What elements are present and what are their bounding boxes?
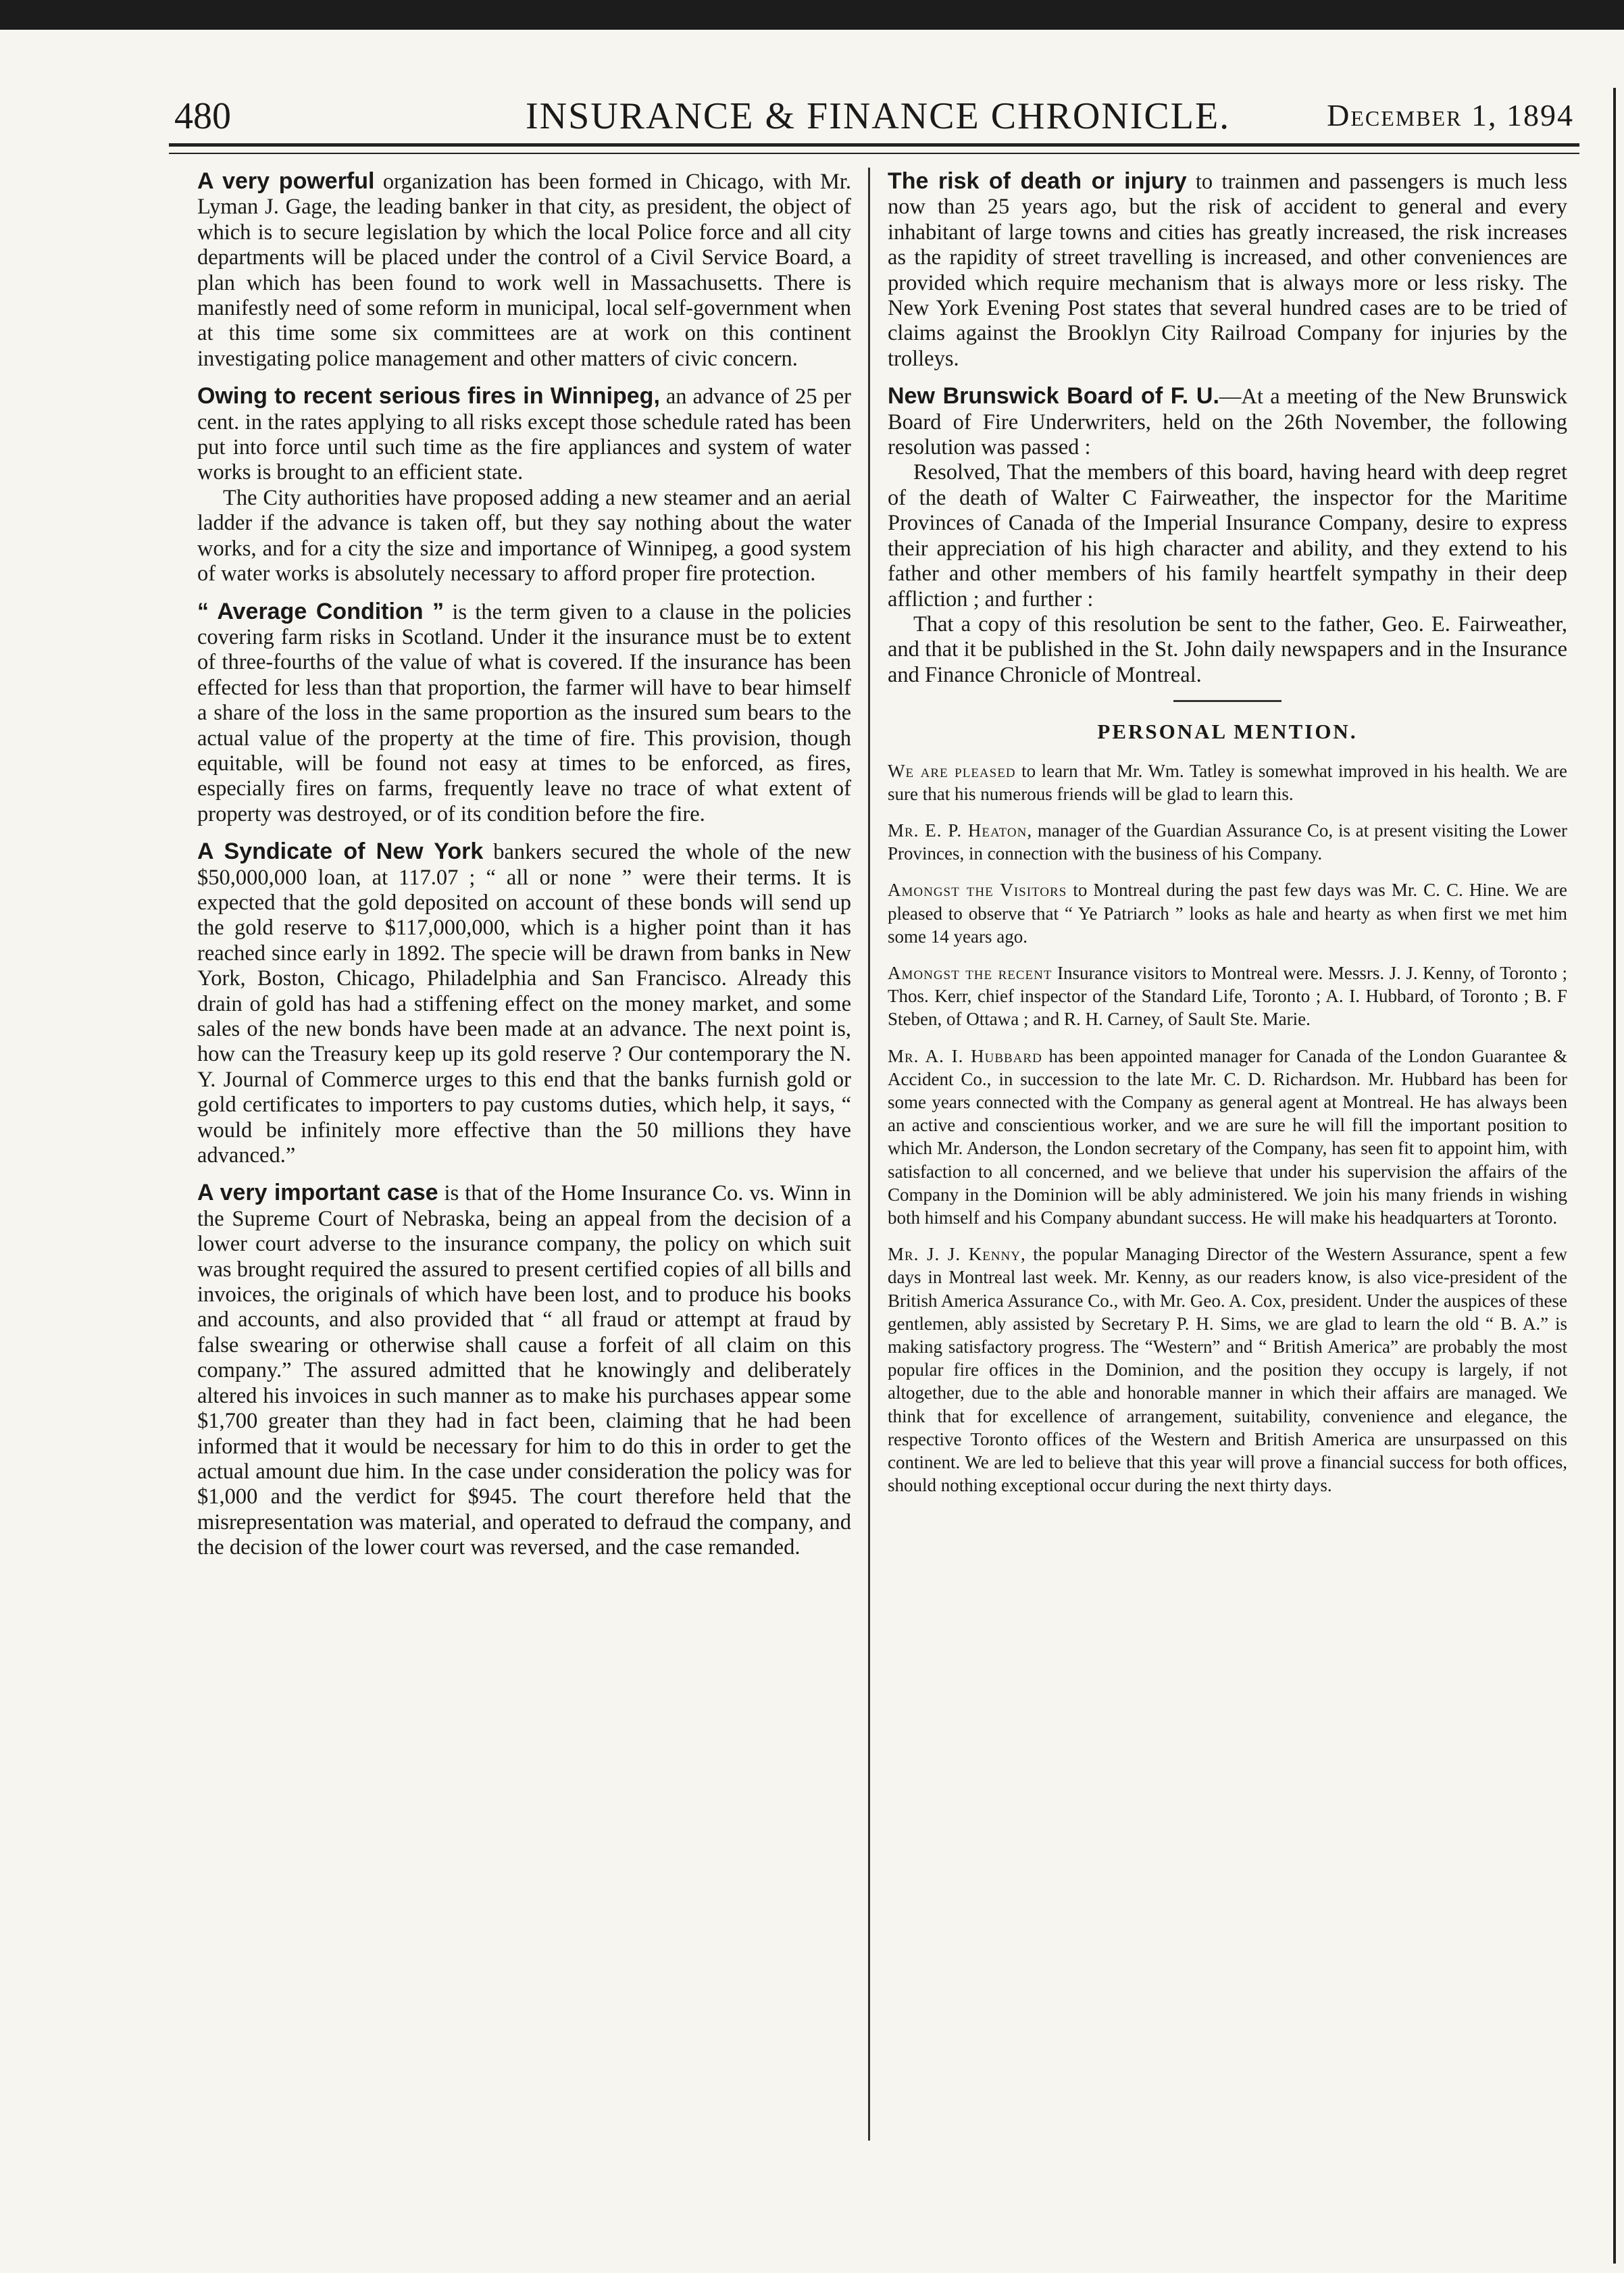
page-number: 480 [174, 95, 231, 137]
item-lead: Mr. J. J. Kenny, [888, 1244, 1026, 1265]
list-item [888, 759, 1567, 805]
item-text: has been appointed manager for Canada of the London Guarantee & Accident Co., in succession to the late Mr. C. D. Richardson. Mr. Hubbard has been for some years connected with the Company as general agent at Montreal. He has always been an active and conscientious worker, and we are sure he will fill the important position to which Mr. Anderson, the London secretary of the Company, has seen fit to appoint him, with satisfaction to all concerned, and we believe that under his supervision the affairs of the Company in the Dominion will be ably administered. We join his many friends in wishing both himself and his Company abundant success. He will make his headquarters at Toronto. [888, 1045, 1567, 1228]
item-lead: We are pleased [888, 760, 1016, 781]
article-lead: New Brunswick Board of F. U. [888, 383, 1219, 409]
article-important-case [197, 1180, 851, 1560]
item-text: Insurance visitors to Montreal were. Messrs. J. J. Kenny, of Toronto ; Thos. Kerr, chief inspector of the Standard Life, Toronto ; A. I. Hubbard, of Toronto ; B. F Steben, of Ottawa ; and R. H. Carney, of Sault Ste. Marie. [888, 962, 1568, 1030]
article-lead: A very powerful [197, 168, 375, 194]
item-lead: Amongst the recent [888, 962, 1052, 983]
personal-mention-heading: PERSONAL MENTION. [888, 700, 1567, 744]
article-winnipeg [197, 384, 851, 586]
list-item [888, 1045, 1567, 1230]
item-lead: Mr. E. P. Heaton, [888, 820, 1033, 841]
article-risk-of-death [888, 169, 1567, 372]
header-rule-thin [169, 153, 1579, 154]
article-lead: The risk of death or injury [888, 168, 1187, 194]
item-text: the popular Managing Director of the Western Assurance, spent a few days in Montreal last week. Mr. Kenny, as our readers know, is also vice-president of the British America Assurance Co., with Mr. Geo. A. Cox, president. Under the auspices of these gentlemen, ably assisted by Secretary P. H. Sims, we are glad to learn the old “ B. A.” is making satisfactory progress. The “Western” and “ British America” are probably the most popular fire offices in the Dominion, and the position they occupy is largely, if not altogether, due to the able and honorable manner in which their affairs are managed. We think that for excellence of arrangement, suitability, convenience and elegance, the respective Toronto offices of the Western and British America are unsurpassed on this continent. We are led to believe that this year will prove a financial success for both offices, should nothing exceptional occur during the next thirty days. [888, 1244, 1567, 1496]
header-rule-thick [169, 143, 1579, 147]
list-item [888, 1243, 1567, 1497]
article-text: is that of the Home Insurance Co. vs. Winn in the Supreme Court of Nebraska, being an appeal from the decision of a lower court adverse to the insurance company, the policy on which suit was brought required the assured to present certified copies of all bills and invoices, the originals of which have been lost, and to produce his books and accounts, and also provided that “ all fraud or attempt at fraud by false swearing or otherwise shall cause a forfeit of all claim on this company.” The assured admitted that he knowingly and deliberately altered his invoices in such manner as to make his purchases appear some $1,700 greater than they had in fact been, claiming that he had been informed that it would be necessary for him to do this in order to get the actual amount due him. In the case under consideration the policy was for $1,000 and the verdict for $945. The court therefore held that the misrepresentation was material, and operated to defraud the company, and the decision of the lower court was reversed, and the case remanded. [197, 1181, 852, 1560]
article-lead: A Syndicate of New York [197, 839, 484, 865]
item-text: manager of the Guardian Assurance Co, is at present visiting the Lower Provinces, in connection with the business of his Company. [888, 820, 1567, 864]
page-right-edge [1613, 88, 1616, 2264]
journal-title: INSURANCE & FINANCE CHRONICLE. [526, 95, 1231, 137]
item-lead: Mr. A. I. Hubbard [888, 1045, 1042, 1066]
list-item [888, 961, 1567, 1031]
article-text: organization has been formed in Chicago, with Mr. Lyman J. Gage, the leading banker in that city, as president, the object of which is to secure legislation by which the local Police force and all city departments will be placed under the control of a Civil Service Board, a plan which has been found to work well in Massachusetts. There is manifestly need of some reform in municipal, local self-government when at this time some six committees are at work on this continent investigating police management and other matters of civic concern. [197, 170, 851, 371]
article-syndicate [197, 839, 851, 1168]
item-text: to learn that Mr. Wm. Tatley is somewhat improved in his health. We are sure that his numerous friends will be glad to learn this. [888, 760, 1567, 804]
article-chicago [197, 169, 851, 372]
resolution-text-continued: That a copy of this resolution be sent to the father, Geo. E. Fairweather, and that it be published in the St. John daily newspapers and in the Insurance and Finance Chronicle of Montreal. [888, 611, 1567, 687]
page-top-bar [0, 0, 1624, 30]
article-text: bankers secured the whole of the new $50,000,000 loan, at 117.07 ; “ all or none ” were their terms. It is expected that the gold deposited on account of these bonds will send up the gold reserve to $117,000,000, which is a higher point than it has reached since early in 1892. The specie will be drawn from banks in New York, Boston, Chicago, Philadelphia and San Francisco. Already this drain of gold has had a stiffening effect on the money market, and some sales of the new bonds have been made at an advance. The next point is, how can the Treasury keep up its gold reserve ? Our contemporary the N. Y. Journal of Commerce urges to this end that the banks furnish gold or gold certificates to importers to pay customs duties, which help, it says, “ would be infinitely more effective than the 50 millions they have advanced.” [197, 840, 851, 1168]
item-lead: Amongst the Visitors [888, 880, 1067, 901]
article-average-condition [197, 599, 851, 828]
article-lead: A very important case [197, 1180, 438, 1206]
item-text: to Montreal during the past few days was Mr. C. C. Hine. We are pleased to observe that “ Ye Patriarch ” looks as hale and hearty as when first we met him some 14 years ago. [888, 880, 1568, 947]
column-divider [868, 168, 870, 2141]
issue-date: December 1, 1894 [1327, 98, 1574, 132]
list-item [888, 878, 1567, 948]
article-text: to trainmen and passengers is much less now than 25 years ago, but the risk of accident to general and every inhabitant of large towns and cities has greatly increased, the risk increases as the rapidity of street travelling is increased, and other conveniences are provided which require mechanism that is always more or less risky. The New York Evening Post states that several hundred cases are to be tried of claims against the Brooklyn City Railroad Company for injuries by the trolleys. [888, 170, 1568, 371]
article-text: an advance of 25 per cent. in the rates applying to all risks except those schedule rated has been put into force until such time as the fire appliances and system of water works is brought to an efficient state. [197, 384, 851, 485]
article-text: is the term given to a clause in the policies covering farm risks in Scotland. Under it the insurance must be to extent of three-fourths of the value of what is covered. If the insurance has been effected for less than that proportion, the farmer will have to bear himself a share of the loss in the same proportion as the insured sum bears to the actual value of the property at the time of fire. This provision, though equitable, will be found not easy at times to be enforced, as fires, especially fires on farms, frequently leave no trace of what extent of property was destroyed, or of its condition before the fire. [197, 599, 852, 826]
right-column [888, 169, 1567, 1510]
article-lead: “ Average Condition ” [197, 598, 445, 624]
article-lead: Owing to recent serious fires in Winnipeg, [197, 383, 660, 409]
left-column [197, 169, 851, 1573]
resolution-text: Resolved, That the members of this board, having heard with deep regret of the death of Walter C Fairweather, the inspector for the Maritime Provinces of Canada of the Imperial Insurance Company, desire to express their appreciation of his high character and ability, and they extend to his father and other members of his family heartfelt sympathy in their deep affliction ; and further : [888, 460, 1567, 611]
article-new-brunswick [888, 384, 1567, 688]
article-text: —At a meeting of the New Brunswick Board of Fire Underwriters, held on the 26th November, the following resolution was passed : [888, 384, 1567, 460]
article-text-continued: The City authorities have proposed adding a new steamer and an aerial ladder if the advance is taken off, but they say nothing about the water works, and for a city the size and importance of Winnipeg, a good system of water works is absolutely necessary to afford proper fire protection. [197, 485, 851, 586]
personal-mention-list [888, 759, 1567, 1497]
list-item [888, 819, 1567, 865]
